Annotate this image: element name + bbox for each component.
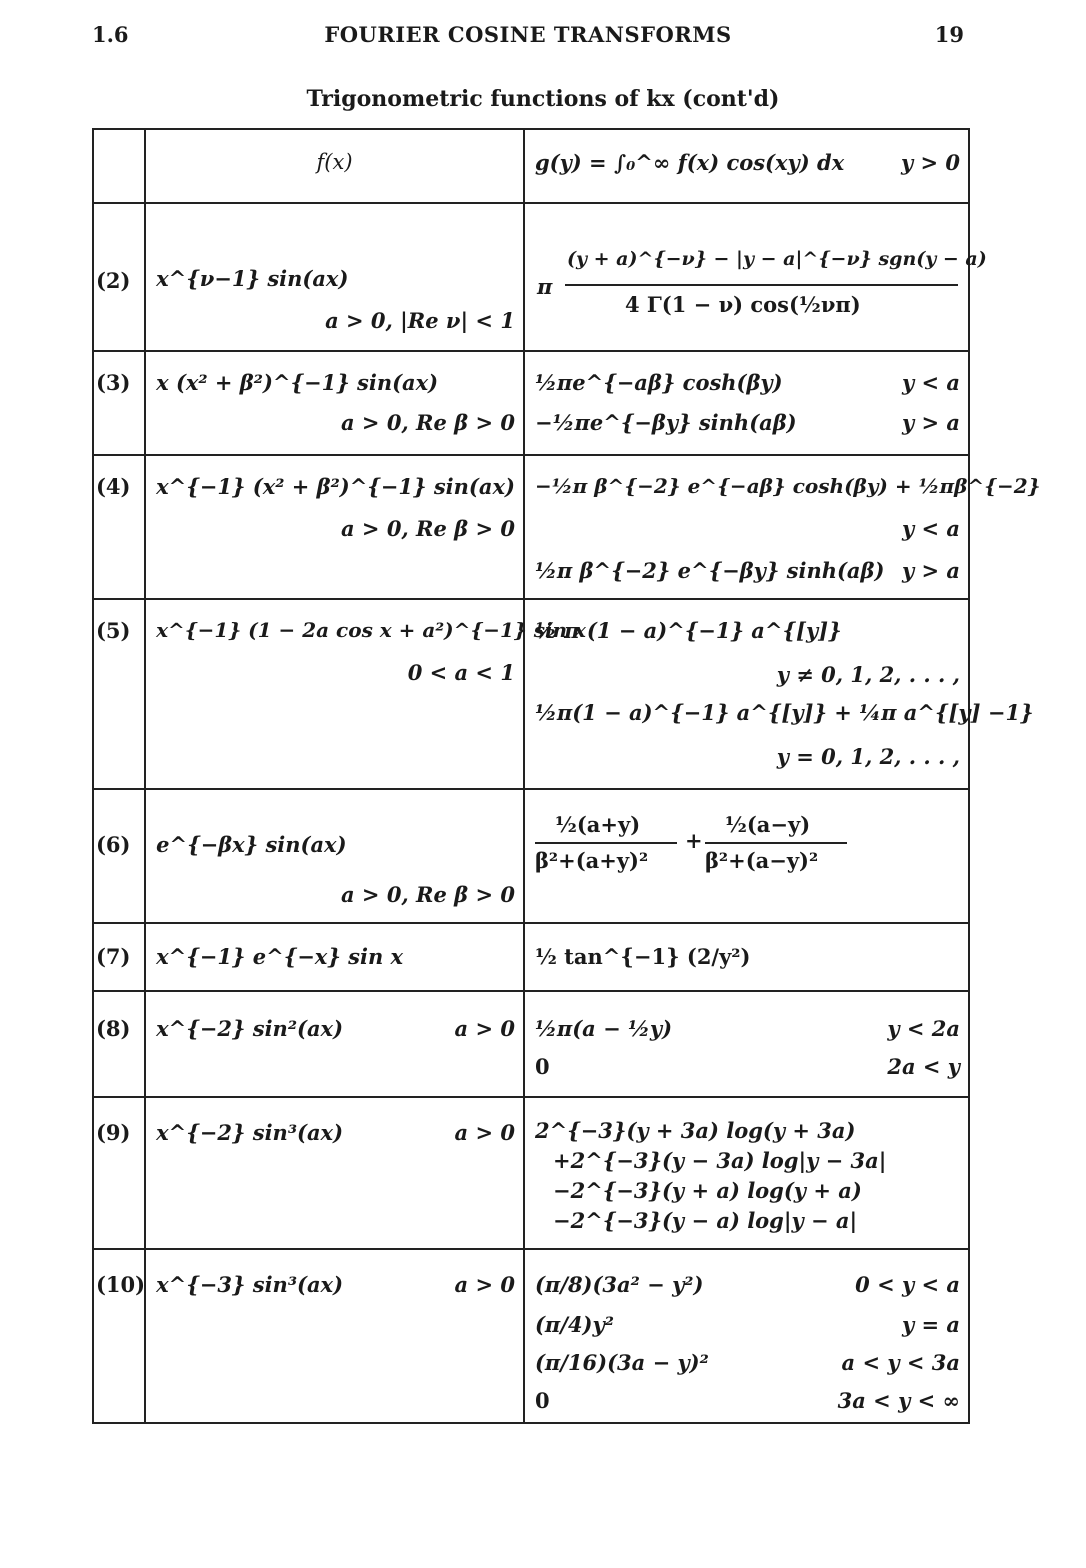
f-cell [145, 991, 524, 1097]
g-condition-1: y < 2a [887, 1016, 960, 1041]
table-row [93, 351, 969, 455]
header-g-condition: y > 0 [900, 150, 960, 175]
g-condition-4: 3a < y < ∞ [837, 1388, 960, 1413]
fraction-bar [565, 284, 958, 286]
g-condition-2: y > a [901, 558, 960, 583]
page-number: 19 [934, 22, 964, 47]
f-condition: a > 0, Re β > 0 [341, 516, 515, 541]
g-cell [524, 455, 1041, 599]
g-cell [524, 1097, 969, 1249]
row-number-cell [93, 1097, 145, 1249]
f-expression: x^{−1} (1 − 2a cos x + a²)^{−1} sin x [156, 618, 586, 642]
g-expression-1: ½ tan^{−1} (2/y²) [534, 944, 751, 969]
g-cell [524, 1249, 969, 1423]
row-number: (2) [96, 268, 131, 293]
g-cell [524, 923, 969, 991]
row-number-cell [93, 203, 145, 351]
f-cell [145, 351, 524, 455]
fraction-bar [705, 842, 847, 844]
g-numerator: (y + a)^{−ν} − |y − a|^{−ν} sgn(y − a) [566, 248, 987, 270]
row-number: (7) [96, 944, 131, 969]
g-cell [524, 599, 1034, 789]
table-row [93, 203, 969, 351]
table-row [93, 1249, 969, 1423]
g-plus: + [684, 828, 703, 853]
g-expression-1: ½ π (1 − a)^{−1} a^{[y]} [534, 618, 842, 643]
g-expression-1: ½πe^{−aβ} cosh(βy) [534, 370, 783, 395]
g-numerator-2: ½(a−y) [724, 812, 811, 837]
g-condition-2: y > a [901, 410, 960, 435]
f-expression: x (x² + β²)^{−1} sin(ax) [156, 370, 439, 395]
header-number-cell [93, 129, 145, 203]
g-expression-2: ½π β^{−2} e^{−βy} sinh(aβ) [534, 558, 885, 583]
row-number: (3) [96, 370, 131, 395]
f-cell [145, 455, 524, 599]
header-f-cell: f(x) [145, 129, 524, 203]
transform-table [92, 128, 1041, 1424]
f-expression: x^{−2} sin²(ax) [156, 1016, 344, 1041]
row-number-cell [93, 351, 145, 455]
f-condition: a > 0, Re β > 0 [341, 410, 515, 435]
g-denominator: 4 Γ(1 − ν) cos(½νπ) [624, 292, 861, 317]
f-expression: e^{−βx} sin(ax) [156, 832, 347, 857]
table-row [93, 455, 969, 599]
row-number: (9) [96, 1120, 131, 1145]
table-row [93, 789, 969, 923]
f-condition: a > 0, Re β > 0 [341, 882, 515, 907]
g-line-2: (π/4)y² [534, 1312, 614, 1337]
f-condition: a > 0 [454, 1120, 515, 1145]
g-denominator-2: β²+(a−y)² [704, 848, 819, 873]
g-condition-1: 0 < y < a [855, 1272, 960, 1297]
row-number: (4) [96, 474, 131, 499]
fraction-bar [535, 842, 677, 844]
row-number-cell [93, 789, 145, 923]
g-line-4: 0 [534, 1388, 550, 1413]
g-prefix: π [536, 274, 553, 299]
g-condition-2: 2a < y [887, 1054, 960, 1079]
f-cell [145, 599, 586, 789]
page-title: FOURIER COSINE TRANSFORMS [324, 22, 732, 47]
header-g-cell [524, 129, 969, 203]
f-cell [145, 789, 524, 923]
f-condition: a > 0 [454, 1016, 515, 1041]
g-expression-1: ½π(a − ½y) [534, 1016, 673, 1041]
table-row [93, 923, 969, 991]
f-cell [145, 203, 524, 351]
g-expression-2: 0 [534, 1054, 550, 1079]
f-condition: a > 0 [454, 1272, 515, 1297]
header-g-formula: g(y) = ∫₀^∞ f(x) cos(xy) dx [534, 150, 845, 175]
f-expression: x^{−1} (x² + β²)^{−1} sin(ax) [156, 474, 515, 499]
page-header [92, 22, 964, 52]
g-cell [524, 203, 987, 351]
g-expression-2: ½π(1 − a)^{−1} a^{[y]} + ¼π a^{[y] −1} [534, 700, 1034, 725]
g-line-1: (π/8)(3a² − y²) [534, 1272, 704, 1297]
g-line-1: 2^{−3}(y + 3a) log(y + 3a) [534, 1118, 856, 1143]
table-caption: Trigonometric functions of kx (cont'd) [306, 86, 780, 112]
g-expression-2: −½πe^{−βy} sinh(aβ) [534, 410, 797, 435]
g-line-3: (π/16)(3a − y)² [534, 1350, 709, 1375]
g-condition-3: a < y < 3a [841, 1350, 960, 1375]
g-numerator-1: ½(a+y) [554, 812, 641, 837]
g-denominator-1: β²+(a+y)² [534, 848, 649, 873]
row-number: (10) [96, 1272, 146, 1297]
f-condition: 0 < a < 1 [407, 660, 515, 685]
row-number: (6) [96, 832, 131, 857]
g-cell [524, 789, 969, 923]
f-expression: x^{−1} e^{−x} sin x [156, 944, 404, 969]
f-condition: a > 0, |Re ν| < 1 [325, 308, 515, 333]
g-expression-1: −½π β^{−2} e^{−aβ} cosh(βy) + ½πβ^{−2} [534, 474, 1041, 498]
g-condition-1: y < a [901, 516, 960, 541]
row-number-cell [93, 455, 145, 599]
row-number-cell [93, 991, 145, 1097]
g-cell [524, 351, 969, 455]
table-row [93, 1097, 969, 1249]
f-expression: x^{ν−1} sin(ax) [156, 266, 349, 291]
g-line-3: −2^{−3}(y + a) log(y + a) [552, 1178, 862, 1203]
row-number-cell [93, 599, 145, 789]
section-number: 1.6 [92, 22, 129, 47]
g-condition-1: y < a [901, 370, 960, 395]
g-condition-2: y = 0, 1, 2, . . . , [776, 744, 960, 769]
g-line-4: −2^{−3}(y − a) log|y − a| [552, 1208, 858, 1233]
g-line-2: +2^{−3}(y − 3a) log|y − 3a| [552, 1148, 887, 1173]
f-cell [145, 1249, 524, 1423]
f-cell [145, 923, 524, 991]
f-expression: x^{−3} sin³(ax) [156, 1272, 344, 1297]
g-condition-1: y ≠ 0, 1, 2, . . . , [776, 662, 960, 687]
row-number-cell [93, 923, 145, 991]
g-cell [524, 991, 969, 1097]
g-condition-2: y = a [901, 1312, 960, 1337]
f-expression: x^{−2} sin³(ax) [156, 1120, 344, 1145]
f-cell [145, 1097, 524, 1249]
table-header-row [93, 129, 969, 203]
row-number: (5) [96, 618, 131, 643]
table-row [93, 599, 969, 789]
table-row [93, 991, 969, 1097]
row-number: (8) [96, 1016, 131, 1041]
row-number-cell [93, 1249, 145, 1423]
